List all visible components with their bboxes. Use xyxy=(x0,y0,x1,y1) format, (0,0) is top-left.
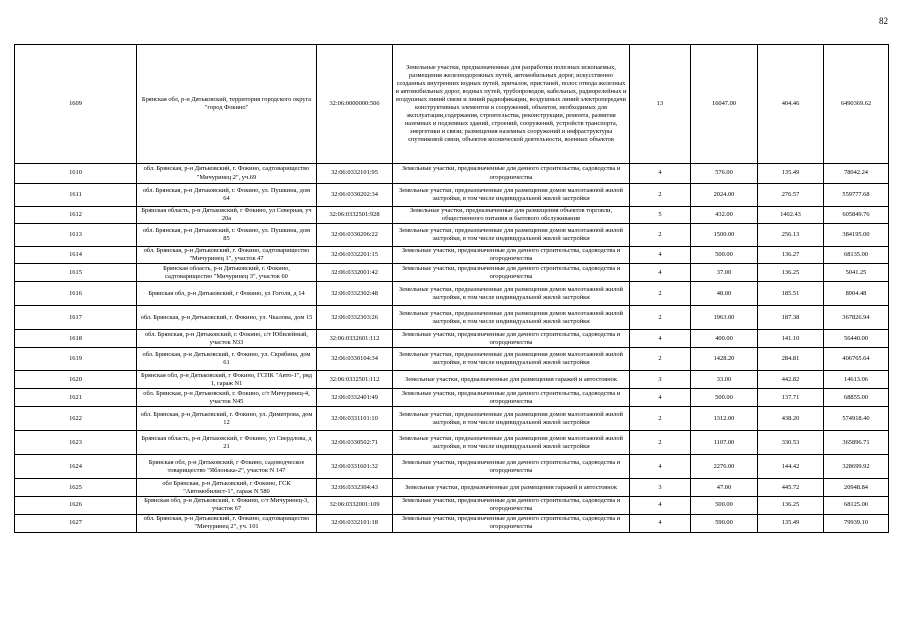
cadastral-value-cell: 20948.84 xyxy=(824,479,889,497)
table-row xyxy=(15,45,889,164)
table-row xyxy=(15,389,889,407)
table-body xyxy=(15,45,889,533)
specific-value-cell: 442.82 xyxy=(758,371,824,389)
row-number-cell: 1616 xyxy=(15,282,137,306)
group-cell: 4 xyxy=(630,497,691,514)
cadastral-number-cell: 32:06:0330202:34 xyxy=(317,184,393,207)
row-number-cell: 1620 xyxy=(15,371,137,389)
land-use-cell: Земельные участки, предназначенные для дачного строительства, садоводства и огородничества xyxy=(393,330,630,348)
address-cell: Брянская обл, р-н Дятьковский, территория городского округа "город Фокино" xyxy=(137,45,317,164)
group-cell: 2 xyxy=(630,282,691,306)
cadastral-value-cell: 56440.00 xyxy=(824,330,889,348)
cadastral-number-cell: 32:06:0332001:109 xyxy=(317,497,393,514)
specific-value-cell: 136.27 xyxy=(758,247,824,264)
row-number-cell: 1615 xyxy=(15,264,137,282)
cadastral-value-cell: 68855.00 xyxy=(824,389,889,407)
cadastral-number-cell: 32:06:0332302:48 xyxy=(317,282,393,306)
row-number-cell: 1619 xyxy=(15,348,137,371)
address-cell: Брянская обл, р-н Дятьковский, г Фокино, садоводческое товарищество "Яблонька-2", участок N 147 xyxy=(137,455,317,479)
address-cell: обл. Брянская, р-н Дятьковский, г. Фокино, ул. Чкалова, дом 15 xyxy=(137,306,317,330)
address-cell: обл. Брянская, р-н Дятьковский, г. Фокино, с/т Юбилейный, участок N33 xyxy=(137,330,317,348)
area-cell: 1963.00 xyxy=(691,306,758,330)
specific-value-cell: 1402.43 xyxy=(758,207,824,224)
row-number-cell: 1609 xyxy=(15,45,137,164)
cadastral-number-cell: 32:06:0332303:26 xyxy=(317,306,393,330)
cadastral-number-cell: 32:06:0330104:34 xyxy=(317,348,393,371)
group-cell: 2 xyxy=(630,348,691,371)
address-cell: Брянская область, р-н Дятьковский, г. Фокино, садтоварищество "Мичуринец 3", участок 60 xyxy=(137,264,317,282)
row-number-cell: 1613 xyxy=(15,224,137,247)
address-cell: обл. Брянская, р-н Дятьковский, г. Фокино, ул. Димитрова, дом 12 xyxy=(137,407,317,431)
group-cell: 4 xyxy=(630,164,691,184)
cadastral-value-cell: 365896.71 xyxy=(824,431,889,455)
land-use-cell: Земельные участки, предназначенные для размещения гаражей и автостоянок xyxy=(393,371,630,389)
group-cell: 2 xyxy=(630,431,691,455)
specific-value-cell: 438.20 xyxy=(758,407,824,431)
address-cell: Брянская область, р-н Дятьковский, г Фокино, ул Северная, уч 20а xyxy=(137,207,317,224)
table-row xyxy=(15,207,889,224)
land-use-cell: Земельные участки, предназначенные для размещения домов малоэтажной жилой застройки, в том числе индивидуальной жилой застройки xyxy=(393,184,630,207)
area-cell: 33.00 xyxy=(691,371,758,389)
row-number-cell: 1623 xyxy=(15,431,137,455)
area-cell: 47.00 xyxy=(691,479,758,497)
cadastral-number-cell: 32:06:0332201:15 xyxy=(317,247,393,264)
cadastral-value-cell: 5041.25 xyxy=(824,264,889,282)
cadastral-value-cell: 328699.92 xyxy=(824,455,889,479)
address-cell: обл Брянская, р-н Дятьковский, г Фокино, ГСК "Автомобилист-1", гараж N 580 xyxy=(137,479,317,497)
cadastral-value-cell: 8904.48 xyxy=(824,282,889,306)
table-row xyxy=(15,164,889,184)
area-cell: 16047.00 xyxy=(691,45,758,164)
group-cell: 4 xyxy=(630,389,691,407)
cadastral-number-cell: 32:06:0332304:43 xyxy=(317,479,393,497)
row-number-cell: 1621 xyxy=(15,389,137,407)
cadastral-value-table xyxy=(14,44,889,533)
row-number-cell: 1626 xyxy=(15,497,137,514)
specific-value-cell: 284.81 xyxy=(758,348,824,371)
land-use-cell: Земельные участки, предназначенные для дачного строительства, садоводства и огородничества xyxy=(393,514,630,532)
area-cell: 48.00 xyxy=(691,282,758,306)
land-use-cell: Земельные участки, предназначенные для размещения домов малоэтажной жилой застройки, в том числе индивидуальной жилой застройки xyxy=(393,348,630,371)
specific-value-cell: 404.46 xyxy=(758,45,824,164)
row-number-cell: 1610 xyxy=(15,164,137,184)
address-cell: обл. Брянская, р-н Дятьковский, г. Фокино, садтоварищество "Мичуринец 1", участок 47 xyxy=(137,247,317,264)
cadastral-value-cell: 406765.64 xyxy=(824,348,889,371)
table-row xyxy=(15,224,889,247)
cadastral-value-cell: 79939.10 xyxy=(824,514,889,532)
specific-value-cell: 137.71 xyxy=(758,389,824,407)
group-cell: 4 xyxy=(630,455,691,479)
row-number-cell: 1612 xyxy=(15,207,137,224)
specific-value-cell: 135.49 xyxy=(758,514,824,532)
group-cell: 4 xyxy=(630,330,691,348)
table-row xyxy=(15,371,889,389)
specific-value-cell: 136.25 xyxy=(758,497,824,514)
specific-value-cell: 330.53 xyxy=(758,431,824,455)
address-cell: обл. Брянская, р-н Дятьковский, г. Фокино, ул. Скрябина, дом 61 xyxy=(137,348,317,371)
row-number-cell: 1622 xyxy=(15,407,137,431)
table-row xyxy=(15,497,889,514)
group-cell: 2 xyxy=(630,407,691,431)
land-use-cell: Земельные участки, предназначенные для размещения объектов торговли, общественного питания и бытового обслуживания xyxy=(393,207,630,224)
specific-value-cell: 136.25 xyxy=(758,264,824,282)
land-use-cell: Земельные участки, предназначенные для дачного строительства, садоводства и огородничества xyxy=(393,389,630,407)
group-cell: 2 xyxy=(630,184,691,207)
group-cell: 3 xyxy=(630,479,691,497)
area-cell: 576.00 xyxy=(691,164,758,184)
area-cell: 400.00 xyxy=(691,330,758,348)
address-cell: обл. Брянская, р-н Дятьковский, г. Фокино, с/т Мичуринец-4, участок N45 xyxy=(137,389,317,407)
cadastral-number-cell: 32:06:0332501:928 xyxy=(317,207,393,224)
address-cell: Брянская обл, р-н Дятьковский, г Фокино, ул Гоголя, д 14 xyxy=(137,282,317,306)
table-row xyxy=(15,407,889,431)
cadastral-number-cell: 32:06:0330502:71 xyxy=(317,431,393,455)
group-cell: 4 xyxy=(630,247,691,264)
area-cell: 2276.00 xyxy=(691,455,758,479)
row-number-cell: 1614 xyxy=(15,247,137,264)
cadastral-number-cell: 32:06:0330206:22 xyxy=(317,224,393,247)
specific-value-cell: 256.13 xyxy=(758,224,824,247)
land-use-cell: Земельные участки, предназначенные для разработки полезных ископаемых, размещения железнодорожных путей, автомобильных дорог, искусственно созданных внутренних водных путей, причалов, пристаней, полос отвода железных и автомобильных дорог, водных путей, трубопроводов, кабельных, радиорелейных и воздушных линий связи и линий радиофикации, воздушных линий электропередачи конструктивных элементов и сооружений, объектов, необходимых для эксплуатации,содержания, строительства, реконструкции, ремонта, развития наземных и подземных зданий, строений, сооружений, устройств транспорта, энергетики и связи; размещения наземных сооружений и инфраструктуры спутниковой связи, объектов космической деятельности, военных объектов xyxy=(393,45,630,164)
cadastral-number-cell: 32:06:0331101:10 xyxy=(317,407,393,431)
cadastral-number-cell: 32:06:0332501:112 xyxy=(317,371,393,389)
land-use-cell: Земельные участки, предназначенные для размещения гаражей и автостоянок xyxy=(393,479,630,497)
cadastral-value-cell: 574918.40 xyxy=(824,407,889,431)
table-row xyxy=(15,455,889,479)
cadastral-number-cell: 32:06:0332101:95 xyxy=(317,164,393,184)
land-use-cell: Земельные участки, предназначенные для дачного строительства, садоводства и огородничества xyxy=(393,247,630,264)
area-cell: 432.00 xyxy=(691,207,758,224)
specific-value-cell: 144.42 xyxy=(758,455,824,479)
group-cell: 3 xyxy=(630,371,691,389)
area-cell: 1312.00 xyxy=(691,407,758,431)
row-number-cell: 1617 xyxy=(15,306,137,330)
cadastral-number-cell: 32:06:0332001:42 xyxy=(317,264,393,282)
address-cell: Брянская обл, р-н Дятьковский, г. Фокино, с/т Мичуринец-3, участок 67 xyxy=(137,497,317,514)
table-row xyxy=(15,330,889,348)
row-number-cell: 1625 xyxy=(15,479,137,497)
area-cell: 500.00 xyxy=(691,497,758,514)
specific-value-cell: 135.49 xyxy=(758,164,824,184)
row-number-cell: 1618 xyxy=(15,330,137,348)
specific-value-cell: 187.38 xyxy=(758,306,824,330)
table-row xyxy=(15,247,889,264)
area-cell: 37.00 xyxy=(691,264,758,282)
cadastral-value-cell: 384195.00 xyxy=(824,224,889,247)
area-cell: 590.00 xyxy=(691,514,758,532)
table-row xyxy=(15,306,889,330)
row-number-cell: 1624 xyxy=(15,455,137,479)
group-cell: 4 xyxy=(630,264,691,282)
group-cell: 13 xyxy=(630,45,691,164)
table-row xyxy=(15,348,889,371)
cadastral-value-cell: 367826.94 xyxy=(824,306,889,330)
cadastral-value-cell: 78042.24 xyxy=(824,164,889,184)
address-cell: Брянская обл, р-н Дятьковский, г Фокино, ГСПК "Авто-1", ряд 1, гараж N1 xyxy=(137,371,317,389)
area-cell: 500.00 xyxy=(691,389,758,407)
cadastral-value-cell: 6490369.62 xyxy=(824,45,889,164)
table-row xyxy=(15,184,889,207)
cadastral-number-cell: 32:06:0332101:18 xyxy=(317,514,393,532)
cadastral-number-cell: 32:06:0000000:506 xyxy=(317,45,393,164)
area-cell: 1107.00 xyxy=(691,431,758,455)
land-use-cell: Земельные участки, предназначенные для размещения домов малоэтажной жилой застройки, в том числе индивидуальной жилой застройки xyxy=(393,282,630,306)
cadastral-number-cell: 32:06:0332601:112 xyxy=(317,330,393,348)
cadastral-number-cell: 32:06:0332401:49 xyxy=(317,389,393,407)
group-cell: 2 xyxy=(630,224,691,247)
cadastral-value-cell: 559777.68 xyxy=(824,184,889,207)
specific-value-cell: 141.10 xyxy=(758,330,824,348)
cadastral-value-cell: 68125.00 xyxy=(824,497,889,514)
cadastral-number-cell: 32:06:0331601:32 xyxy=(317,455,393,479)
land-use-cell: Земельные участки, предназначенные для размещения домов малоэтажной жилой застройки, в том числе индивидуальной жилой застройки xyxy=(393,306,630,330)
land-use-cell: Земельные участки, предназначенные для дачного строительства, садоводства и огородничества xyxy=(393,264,630,282)
land-use-cell: Земельные участки, предназначенные для размещения домов малоэтажной жилой застройки, в том числе индивидуальной жилой застройки xyxy=(393,431,630,455)
cadastral-value-cell: 605849.76 xyxy=(824,207,889,224)
cadastral-value-cell: 14613.06 xyxy=(824,371,889,389)
table-row xyxy=(15,431,889,455)
table-row xyxy=(15,282,889,306)
land-use-cell: Земельные участки, предназначенные для дачного строительства, садоводства и огородничества xyxy=(393,164,630,184)
land-use-cell: Земельные участки, предназначенные для дачного строительства, садоводства и огородничества xyxy=(393,455,630,479)
group-cell: 2 xyxy=(630,306,691,330)
group-cell: 5 xyxy=(630,207,691,224)
area-cell: 500.00 xyxy=(691,247,758,264)
group-cell: 4 xyxy=(630,514,691,532)
specific-value-cell: 445.72 xyxy=(758,479,824,497)
address-cell: Брянская область, р-н Дятьковский, г Фокино, ул Свердлова, д 21 xyxy=(137,431,317,455)
specific-value-cell: 276.57 xyxy=(758,184,824,207)
address-cell: обл. Брянская, р-н Дятьковский, г. Фокино, ул. Пушкина, дом 64 xyxy=(137,184,317,207)
address-cell: обл. Брянская, р-н Дятьковский, г. Фокино, садтоварищество "Мичуринец 2", уч.69 xyxy=(137,164,317,184)
area-cell: 2024.00 xyxy=(691,184,758,207)
table-row xyxy=(15,514,889,532)
row-number-cell: 1627 xyxy=(15,514,137,532)
specific-value-cell: 185.51 xyxy=(758,282,824,306)
address-cell: обл. Брянская, р-н Дятьковский, г. Фокино, садтоварищество "Мичуринец 2", уч. 101 xyxy=(137,514,317,532)
area-cell: 1500.00 xyxy=(691,224,758,247)
table-row xyxy=(15,479,889,497)
area-cell: 1428.20 xyxy=(691,348,758,371)
table-row xyxy=(15,264,889,282)
land-use-cell: Земельные участки, предназначенные для размещения домов малоэтажной жилой застройки, в том числе индивидуальной жилой застройки xyxy=(393,224,630,247)
page-number: 82 xyxy=(879,16,888,26)
cadastral-value-cell: 68135.00 xyxy=(824,247,889,264)
row-number-cell: 1611 xyxy=(15,184,137,207)
address-cell: обл. Брянская, р-н Дятьковский, г. Фокино, ул. Пушкина, дом 85 xyxy=(137,224,317,247)
land-use-cell: Земельные участки, предназначенные для размещения домов малоэтажной жилой застройки, в том числе индивидуальной жилой застройки xyxy=(393,407,630,431)
land-use-cell: Земельные участки, предназначенные для дачного строительства, садоводства и огородничества xyxy=(393,497,630,514)
